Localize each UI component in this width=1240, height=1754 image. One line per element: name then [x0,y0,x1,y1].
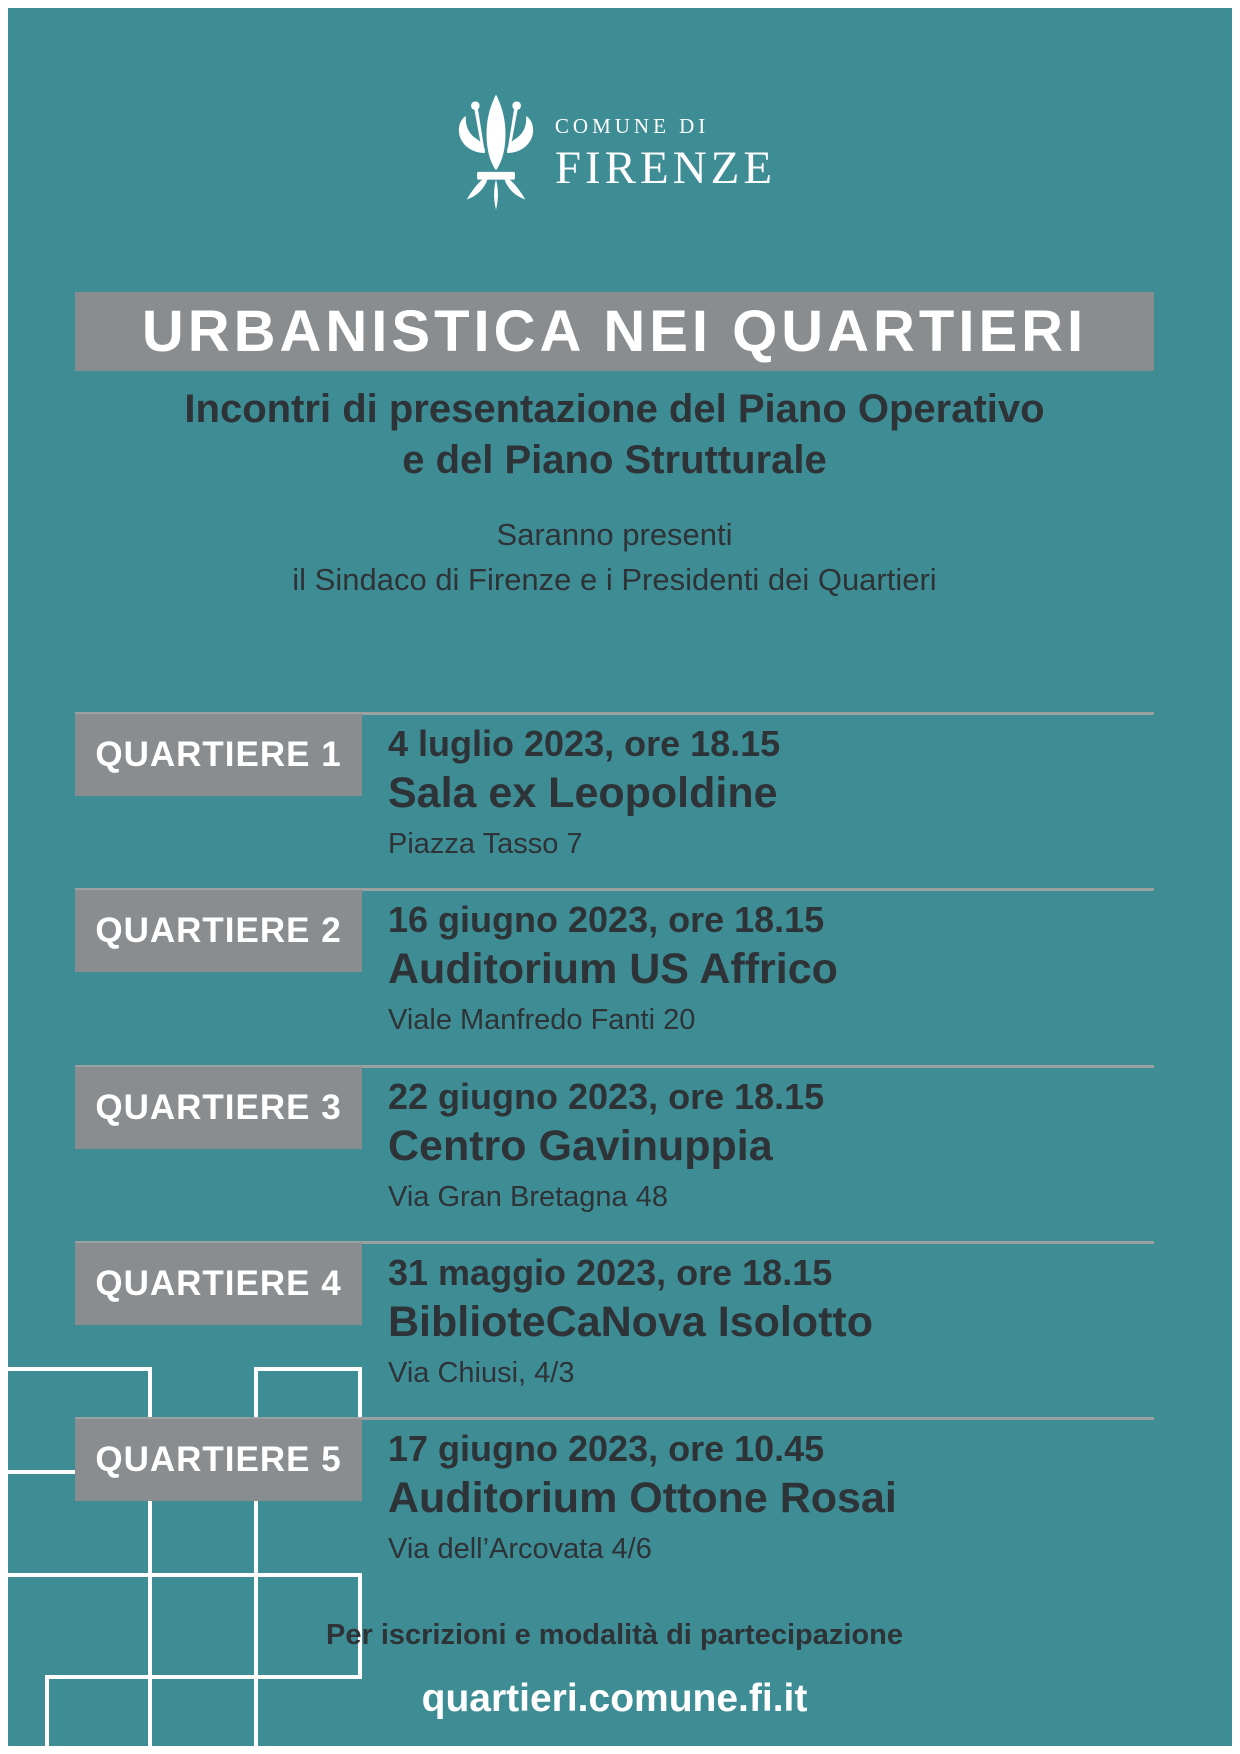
quartiere-label-box [75,1419,362,1501]
event-details [388,722,780,864]
event-address: Via Chiusi, 4/3 [388,1357,575,1389]
quartiere-label-box [75,1243,362,1325]
event-date: 4 luglio 2023, ore 18.15 [388,723,781,764]
event-date: 16 giugno 2023, ore 18.15 [388,899,825,940]
event-venue: Sala ex Leopoldine [388,769,778,817]
event-date: 31 maggio 2023, ore 18.15 [388,1252,833,1293]
presenters-line2: il Sindaco di Firenze e i Presidenti dei Quartieri [292,562,937,597]
quartiere-label: QUARTIERE 3 [95,1088,342,1127]
event-date: 17 giugno 2023, ore 10.45 [388,1428,825,1469]
quartiere-section [75,1241,1154,1417]
quartiere-label: QUARTIERE 4 [95,1264,342,1303]
poster-title: URBANISTICA NEI QUARTIERI [141,299,1088,364]
quartiere-section [75,1065,1154,1241]
logo-line-comune-di: COMUNE DI [554,114,710,138]
event-address: Via Gran Bretagna 48 [388,1181,668,1213]
quartiere-label: QUARTIERE 5 [95,1440,342,1479]
presenters-line1: Saranno presenti [496,517,733,552]
quartiere-label-box [75,890,362,972]
quartiere-section [75,888,1154,1064]
event-venue: Auditorium US Affrico [388,945,838,993]
quartiere-label-box [75,1067,362,1149]
event-address: Viale Manfredo Fanti 20 [388,1004,696,1036]
footer-registration-note: Per iscrizioni e modalità di partecipazione [326,1619,903,1651]
quartiere-label: QUARTIERE 1 [95,735,342,774]
event-venue: BiblioteCaNova Isolotto [388,1298,873,1346]
quartiere-section [75,1417,1154,1593]
event-address: Via dell’Arcovata 4/6 [388,1533,652,1565]
logo-line-firenze: FIRENZE [554,142,777,194]
quartiere-label-box [75,714,362,796]
event-details [388,1427,897,1569]
footer [75,1616,1154,1722]
event-details [388,898,838,1040]
quartiere-label: QUARTIERE 2 [95,911,342,950]
subtitle-line2: e del Piano Strutturale [402,438,827,482]
event-venue: Centro Gavinuppia [388,1122,773,1170]
event-date: 22 giugno 2023, ore 18.15 [388,1076,825,1117]
event-details [388,1251,873,1393]
quartiere-section [75,712,1154,888]
event-details [388,1075,824,1217]
footer-website-url: quartieri.comune.fi.it [421,1677,808,1720]
event-address: Piazza Tasso 7 [388,828,583,860]
event-venue: Auditorium Ottone Rosai [388,1474,897,1522]
subtitle-line1: Incontri di presentazione del Piano Operativo [184,387,1045,431]
